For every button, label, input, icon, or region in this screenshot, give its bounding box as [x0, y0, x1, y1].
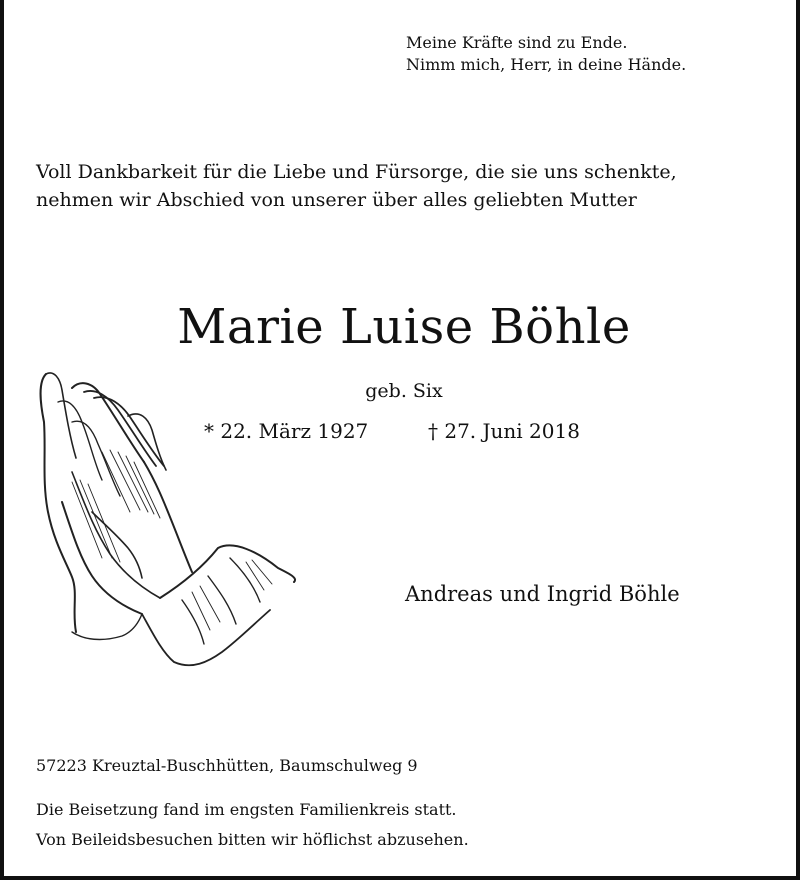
closing-notes — [36, 795, 469, 855]
deceased-name: Marie Luise Böhle — [177, 299, 631, 355]
intro-line-2: nehmen wir Abschied von unserer über alles geliebten Mutter — [36, 189, 637, 211]
quote-line-2: Nimm mich, Herr, in deine Hände. — [406, 55, 687, 74]
intro-text — [36, 158, 677, 214]
maiden-name: geb. Six — [365, 380, 443, 402]
family-address: 57223 Kreuztal-Buschhütten, Baumschulweg 9 — [36, 756, 418, 775]
mourners-names: Andreas und Ingrid Böhle — [405, 582, 680, 606]
praying-hands-icon — [32, 362, 300, 680]
quote-line-1: Meine Kräfte sind zu Ende. — [406, 33, 628, 52]
death-date: † 27. Juni 2018 — [428, 419, 580, 443]
burial-note: Die Beisetzung fand im engsten Familienkreis statt. — [36, 800, 457, 819]
epigraph-quote — [406, 32, 686, 76]
birth-date: * 22. März 1927 — [204, 419, 369, 443]
condolence-note: Von Beileidsbesuchen bitten wir höflichst abzusehen. — [36, 830, 469, 849]
intro-line-1: Voll Dankbarkeit für die Liebe und Fürsorge, die sie uns schenkte, — [36, 161, 677, 183]
